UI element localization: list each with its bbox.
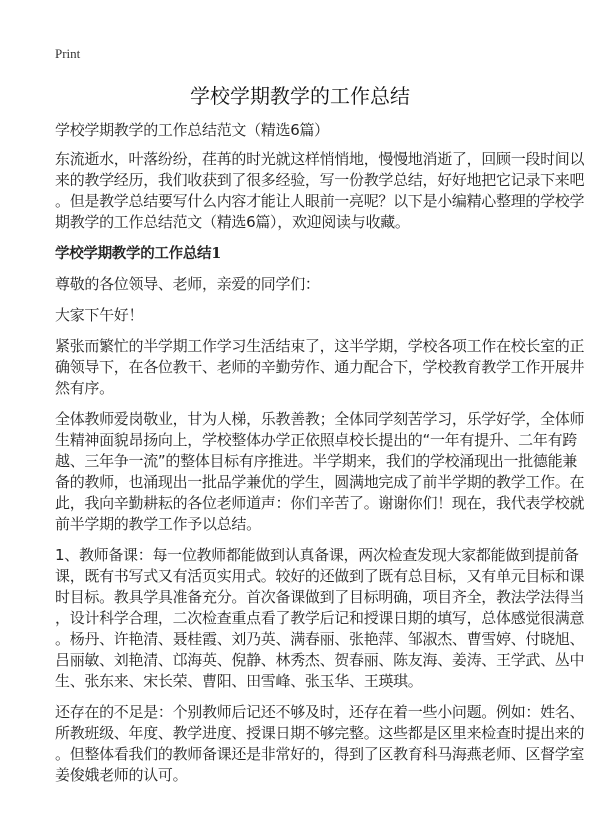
text-line: 备的教师，也涌现出一批品学兼优的学生，圆满地完成了前半学期的教学工作。在 (55, 473, 585, 491)
text-line: 生、张东来、宋长荣、曹阳、田雪峰、张玉华、王瑛琪。 (55, 672, 423, 690)
text-line: 姜俊娥老师的认可。 (55, 766, 188, 784)
text-line: 。杨丹、许艳清、聂桂霞、刘乃英、满春丽、张艳萍、邹淑杰、曹雪婷、付晓旭、 (55, 630, 585, 648)
text-line: 生精神面貌昂扬向上，学校整体办学正依照卓校长提出的“一年有提升、二年有跨 (55, 431, 577, 449)
text-line: 前半学期的教学工作予以总结。 (55, 515, 261, 533)
subtitle (55, 120, 555, 141)
text-line: 确领导下，在各位教干、老师的辛勤劳作、通力配合下，学校教育教学工作开展井 (55, 358, 585, 376)
text-line: 大家下午好！ (55, 306, 144, 324)
text-line: ，设计科学合理，二次检查重点看了教学后记和授课日期的填写，总体感觉很满意 (55, 609, 585, 627)
text-line: 吕丽敏、刘艳清、邙海英、倪静、林秀杰、贺春丽、陈友海、姜涛、王学武、丛中 (55, 651, 585, 669)
text-line: 然有序。 (55, 379, 114, 397)
text-line: 期教学的工作总结范文（精选6篇），欢迎阅读与收藏。 (55, 213, 410, 231)
paragraph (55, 545, 585, 692)
text-line: 紧张而繁忙的半学期工作学习生活结束了，这半学期，学校各项工作在校长室的正 (55, 337, 585, 355)
text-line: 东流逝水，叶落纷纷，荏苒的时光就这样悄悄地，慢慢地消逝了，回顾一段时间以 (55, 150, 585, 168)
paragraph (55, 702, 585, 786)
text-line: 学校学期教学的工作总结范文（精选6篇） (55, 121, 329, 139)
text-line: 来的教学经历，我们收获到了很多经验，写一份教学总结，好好地把它记录下来吧 (55, 171, 585, 189)
text-line: 尊敬的各位领导、老师，亲爱的同学们： (55, 275, 320, 293)
text-line: 。但是教学总结要写什么内容才能让人眼前一亮呢？以下是小编精心整理的学校学 (55, 192, 585, 210)
paragraph (55, 336, 585, 399)
text-line: 越、三年争一流”的整体目标有序推进。半学期来，我们的学校涌现出一批德能兼 (55, 452, 577, 470)
text-line: 全体教师爱岗敬业，甘为人梯，乐教善教；全体同学刻苦学习，乐学好学，全体师 (55, 410, 585, 428)
text-line: 学校学期教学的工作总结1 (55, 245, 221, 262)
paragraph (55, 149, 585, 233)
paragraph (55, 409, 585, 535)
paragraph (55, 305, 555, 326)
text-line: 1、教师备课：每一位教师都能做到认真备课，两次检查发现大家都能做到提前备 (55, 546, 579, 564)
text-line: 。但整体看我们的教师备课还是非常好的，得到了区教育科马海燕老师、区督学室 (55, 745, 585, 763)
text-line: 所教班级、年度、教学进度、授课日期不够完整。这些都是区里来检查时提出来的 (55, 724, 585, 742)
page-title: 学校学期教学的工作总结 (190, 84, 410, 108)
text-line: 此，我向辛勤耕耘的各位老师道声：你们辛苦了。谢谢你们！现在，我代表学校就 (55, 494, 585, 512)
section-heading (55, 243, 555, 264)
text-line: 时目标。教具学具准备充分。首次备课做到了目标明确，项目齐全，教法学法得当 (55, 588, 585, 606)
text-line: 课，既有书写式又有活页实用式。较好的还做到了既有总目标，又有单元目标和课 (55, 567, 585, 585)
document-body (55, 120, 585, 796)
text-line: 还存在的不足是：个别教师后记还不够及时，还存在着一些小问题。例如：姓名、 (55, 703, 585, 721)
print-link[interactable]: Print (55, 46, 81, 61)
paragraph (55, 274, 555, 295)
